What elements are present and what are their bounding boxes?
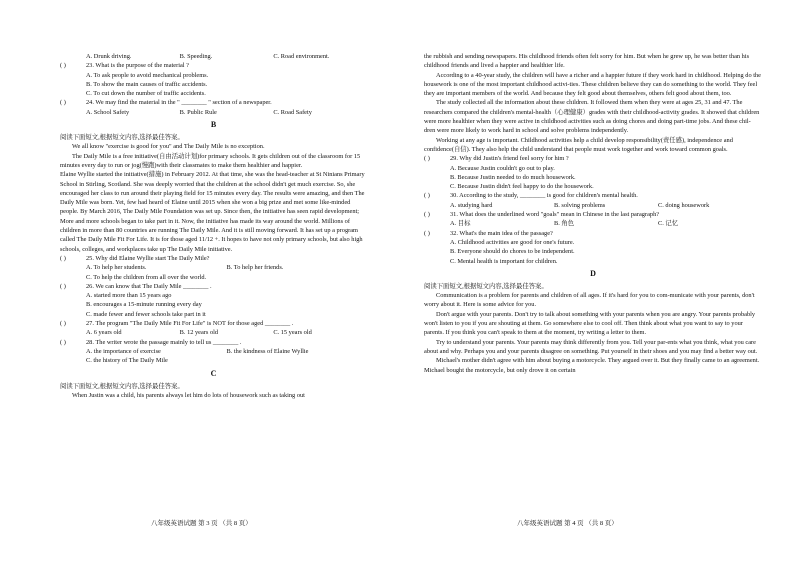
answer-option: A. To help her students. [86, 264, 147, 272]
answer-option: B. 12 years old [179, 329, 219, 337]
paragraph: Try to understand your parents. Your parents may think differently from you. Tell your par-ents what you think, what you care about and why. Perhaps you and your parents disagree on something. Put yourself in their shoes and you may find a better way out. [424, 338, 758, 355]
paragraph: Elaine Wyllie started the initiative(措施) in February 2012. At that time, she was the head-teacher at St Ninians Primary School in Stirling, Scotland. She was deeply worried that the children at the school didn't get much exercise. So, she encouraged her class to run around their playing field for 15 minutes every day. The results were amazing, and then The Daily Mile was born. Yet, few had heard of Elaine until 2015 when she won a big prize and met some like-minded people. By March 2016, The Daily Mile Foundation was set up. Since then, the initiative has seen rapid development; More and more schools began to take part in it. Now, the initiative has made its way around the world. Millions of children in more than 80 countries are running The Daily Mile. And it is still moving forward. It has set up a program called The Daily Mile Fit For Life. It is for those aged 11/12 +. It hopes to have not only primary schools, but also high schools, colleges, and workplaces take up The Daily Mile initiative. [60, 171, 365, 253]
answer-option: A. 目标 [450, 220, 471, 228]
paragraph: We all know "exercise is good for you" and The Daily Mile is no exception. [72, 143, 265, 151]
answer-option: C. Road Safety [273, 108, 312, 116]
question-text: 24. We may find the material in the " ________ " section of a newspaper. [86, 99, 272, 107]
page-footer-right: 八年级英语试题 第 4 页 （共 8 页） [517, 520, 618, 527]
page-footer-left: 八年级英语试题 第 3 页 （共 8 页） [151, 520, 252, 527]
answer-option: A. Because Justin couldn't go out to play. [450, 164, 555, 172]
question [60, 338, 367, 347]
answer-option: C. the history of The Daily Mile [86, 357, 168, 365]
paragraph: 阅读下面短文,根据短文内容,选择最佳答案。 [60, 382, 184, 390]
right-column [424, 52, 762, 375]
paragraph: The study collected all the information about these children. It followed them when they were at ages 25, 31 and 47. The researchers compared the children's mental-health（心理健康）grades with their childhood-activity grades. It showed that children were more healthier when they were active in childhood activities such as doing chores and doing part-time jobs. And these chil-dren were more likely to work hard in school and solve problems independently. [424, 99, 760, 135]
answer-option: A. the importance of exercise [86, 347, 161, 355]
answer-option: B. Everyone should do chores to be independent. [450, 248, 575, 256]
paragraph: According to a 40-year study, the children will have a richer and a happier future if they work hard in childhood. Helping do the housework is one of the most important childhood activi-ties. These children believe they can do something to the world. They feel they are important members of the world. And because they felt good about themselves, others felt good about them, too. [424, 71, 761, 98]
answer-blank: ( ) [424, 155, 430, 163]
paragraph: Communication is a problem for parents and children of all ages. If it's hard for you to com-municate with your parents, don't worry about it. Here is some advice for you. [424, 292, 755, 309]
question-text: 32. What's the main idea of the passage? [450, 229, 553, 237]
answer-options-row [60, 263, 367, 272]
answer-option: B. Because Justin needed to do much housework. [450, 173, 576, 181]
paragraph: The Daily Mile is a free initiative(自由活动计划)for primary schools. It gets children out of the classroom for 15 minutes every day to run or jog(慢跑)with their classmates to make them healthier and happier. [60, 152, 361, 169]
right-page [397, 0, 794, 562]
answer-options-row [60, 347, 367, 356]
paragraph: When Justin was a child, his parents always let him do lots of housework such as taking out [72, 391, 305, 399]
answer-option: B. encourages a 15-minute running every day [86, 301, 202, 309]
answer-option: C. Road environment. [273, 53, 330, 60]
answer-options-row [60, 52, 367, 61]
section-heading: D [590, 268, 596, 278]
answer-option: A. Drunk driving. [86, 53, 132, 60]
answer-option: B. solving problems [554, 201, 606, 209]
answer-option: C. To help the children from all over the world. [86, 273, 207, 281]
question-text: 30. According to the study, ________ is good for children's mental health. [450, 192, 638, 200]
answer-options-row [424, 219, 762, 228]
question [424, 229, 762, 238]
paragraph: 阅读下面短文,根据短文内容,选择最佳答案。 [60, 134, 184, 142]
question [424, 191, 762, 200]
answer-blank: ( ) [60, 62, 66, 70]
answer-option: C. Mental health is important for children. [450, 257, 558, 265]
answer-blank: ( ) [60, 254, 66, 262]
paragraph: Don't argue with your parents. Don't try to talk about something with your parents when you are angry. Your parents probably won't listen to you if you are shouting at them. Go somewhere else to cool off. Then think about what you want to say to your parents. If you think you can't speak to them at the moment, try writing a letter to them. [424, 310, 756, 337]
question-text: 25. Why did Elaine Wyllie start The Daily Mile? [86, 254, 210, 262]
section-heading: C [210, 368, 217, 378]
paragraph: Michael's mother didn't agree with him about buying a motorcycle. They argued over it. But they finally came to an agreement. Michael bought the motorcycle, but only drove it on certain [424, 357, 760, 374]
answer-option: A. Childhood activities are good for one's future. [450, 238, 575, 246]
answer-blank: ( ) [424, 211, 430, 219]
answer-option: A. 6 years old [86, 329, 122, 337]
left-column [60, 52, 367, 400]
answer-options-row [60, 328, 367, 337]
question [60, 282, 367, 291]
answer-options-row [424, 201, 762, 210]
question-text: 28. The writer wrote the passage mainly to tell us ________ . [86, 338, 242, 346]
answer-option: C. Because Justin didn't feel happy to do the housework. [450, 183, 594, 191]
answer-options-row [60, 108, 367, 117]
answer-option: B. Speeding. [179, 53, 213, 60]
answer-option: B. 角色 [554, 220, 575, 228]
answer-option: A. School Safety [86, 108, 130, 116]
answer-option: B. the kindness of Elaine Wyllie [226, 347, 309, 355]
answer-blank: ( ) [60, 338, 66, 346]
question [60, 98, 367, 107]
answer-option: A. studying hard [450, 201, 493, 209]
question-text: 23. What is the purpose of the material ? [86, 62, 189, 70]
answer-option: B. Public Rule [179, 108, 217, 116]
answer-option: C. To cut down the number of traffic accidents. [86, 90, 206, 98]
question-text: 29. Why did Justin's friend feel sorry for him ? [450, 155, 569, 163]
answer-blank: ( ) [424, 229, 430, 237]
answer-option: B. To show the main causes of traffic accidents. [86, 80, 208, 88]
answer-option: C. 记忆 [658, 220, 679, 228]
answer-option: A. To ask people to avoid mechanical problems. [86, 71, 209, 79]
question [60, 319, 367, 328]
answer-blank: ( ) [60, 99, 66, 107]
answer-option: C. 15 years old [273, 329, 312, 337]
answer-option: A. started more than 15 years ago [86, 292, 172, 300]
question-text: 26. We can know that The Daily Mile ________ . [86, 282, 212, 290]
question-text: 31. What does the underlined word "goals" mean in Chinese in the last paragraph? [450, 211, 660, 219]
question-text: 27. The program "The Daily Mile Fit For Life" is NOT for those aged ________ . [86, 320, 294, 328]
paragraph: the rubbish and sending newspapers. His childhood friends often felt sorry for him. But when he grew up, he was better than his childhood friends and lived a happier and healthier life. [424, 53, 750, 70]
answer-blank: ( ) [60, 320, 66, 328]
answer-option: C. made fewer and fewer schools take part in it [86, 310, 206, 318]
answer-option: B. To help her friends. [226, 264, 284, 272]
question [60, 254, 367, 263]
answer-blank: ( ) [424, 192, 430, 200]
section-heading: B [210, 120, 217, 130]
question [60, 61, 367, 70]
question [424, 154, 762, 163]
paragraph: 阅读下面短文,根据短文内容,选择最佳答案。 [424, 282, 548, 290]
answer-option: C. doing housework [658, 201, 710, 209]
paragraph: Working at any age is important. Childhood activities help a child develop responsibility(责任感), independence and confidence(自信). They also help the child understand that people must work together and work toward common goals. [424, 136, 733, 153]
question [424, 210, 762, 219]
answer-blank: ( ) [60, 282, 66, 290]
